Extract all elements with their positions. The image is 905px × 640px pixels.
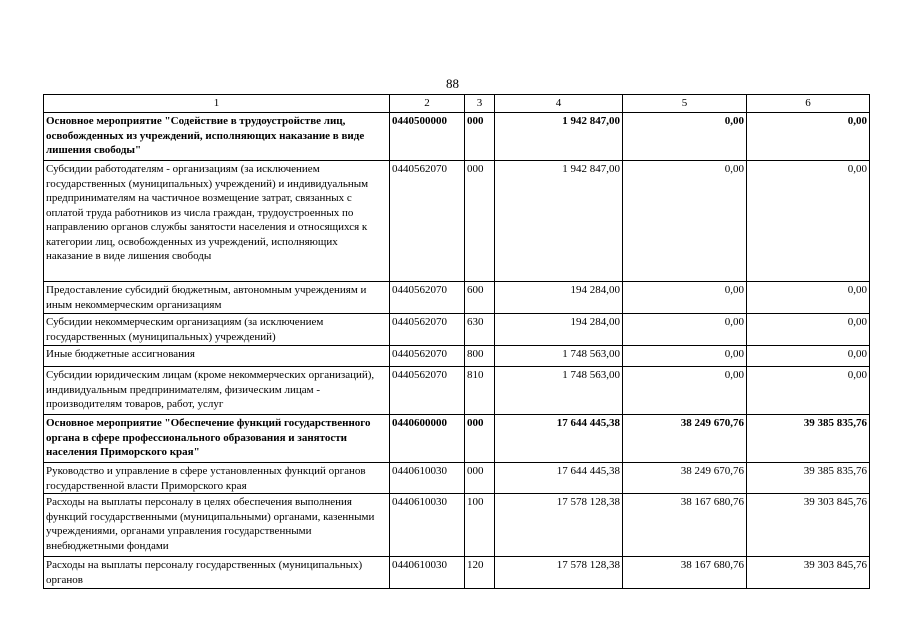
table-row (44, 113, 870, 161)
row-expense-type: 000 (465, 161, 495, 282)
row-target-code: 0440500000 (390, 113, 465, 161)
row-amount-col5: 38 249 670,76 (623, 463, 747, 494)
row-amount-col6: 39 385 835,76 (747, 463, 870, 494)
row-target-code: 0440562070 (390, 161, 465, 282)
header-col-5: 5 (623, 95, 747, 113)
row-expense-type: 630 (465, 314, 495, 346)
header-col-4: 4 (495, 95, 623, 113)
table-body (44, 113, 870, 589)
row-amount-col4: 1 942 847,00 (495, 161, 623, 282)
row-name: Расходы на выплаты персоналу в целях обеспечения выполнения функций государственными (муниципальными) органами, казенными учреждениями, органами управления государственными внебюджетными фондами (44, 494, 390, 557)
row-target-code: 0440562070 (390, 314, 465, 346)
row-amount-col5: 0,00 (623, 346, 747, 367)
row-target-code: 0440610030 (390, 494, 465, 557)
row-amount-col6: 0,00 (747, 314, 870, 346)
row-amount-col4: 17 578 128,38 (495, 557, 623, 589)
row-amount-col6: 0,00 (747, 367, 870, 415)
row-amount-col4: 1 942 847,00 (495, 113, 623, 161)
row-expense-type: 000 (465, 415, 495, 463)
row-expense-type: 600 (465, 282, 495, 314)
row-amount-col4: 194 284,00 (495, 282, 623, 314)
row-amount-col6: 39 303 845,76 (747, 494, 870, 557)
row-amount-col5: 38 249 670,76 (623, 415, 747, 463)
row-amount-col6: 0,00 (747, 346, 870, 367)
table-row (44, 557, 870, 589)
row-amount-col6: 39 303 845,76 (747, 557, 870, 589)
row-amount-col6: 0,00 (747, 113, 870, 161)
row-name: Субсидии юридическим лицам (кроме некоммерческих организаций), индивидуальным предпринимателям, физическим лицам - производителям товаров, работ, услуг (44, 367, 390, 415)
table-row (44, 463, 870, 494)
row-name: Предоставление субсидий бюджетным, автономным учреждениям и иным некоммерческим организациям (44, 282, 390, 314)
header-col-6: 6 (747, 95, 870, 113)
row-target-code: 0440610030 (390, 463, 465, 494)
row-amount-col5: 38 167 680,76 (623, 557, 747, 589)
row-amount-col4: 1 748 563,00 (495, 367, 623, 415)
header-col-3: 3 (465, 95, 495, 113)
table-row (44, 367, 870, 415)
row-expense-type: 000 (465, 463, 495, 494)
row-name: Основное мероприятие "Обеспечение функций государственного органа в сфере профессионального образования и занятости населения Приморского края" (44, 415, 390, 463)
row-amount-col4: 1 748 563,00 (495, 346, 623, 367)
row-expense-type: 000 (465, 113, 495, 161)
row-name: Иные бюджетные ассигнования (44, 346, 390, 367)
table-row (44, 282, 870, 314)
row-amount-col5: 0,00 (623, 161, 747, 282)
row-amount-col6: 0,00 (747, 161, 870, 282)
row-target-code: 0440562070 (390, 367, 465, 415)
page-number: 88 (446, 76, 459, 91)
row-amount-col5: 38 167 680,76 (623, 494, 747, 557)
table-row (44, 494, 870, 557)
row-amount-col6: 39 385 835,76 (747, 415, 870, 463)
table-row (44, 346, 870, 367)
row-target-code: 0440600000 (390, 415, 465, 463)
row-expense-type: 810 (465, 367, 495, 415)
row-expense-type: 120 (465, 557, 495, 589)
header-col-2: 2 (390, 95, 465, 113)
row-amount-col6: 0,00 (747, 282, 870, 314)
row-name: Расходы на выплаты персоналу государственных (муниципальных) органов (44, 557, 390, 589)
row-target-code: 0440610030 (390, 557, 465, 589)
table-row (44, 314, 870, 346)
header-row (44, 95, 870, 113)
row-amount-col4: 17 644 445,38 (495, 463, 623, 494)
table-row (44, 415, 870, 463)
row-amount-col5: 0,00 (623, 282, 747, 314)
row-expense-type: 100 (465, 494, 495, 557)
row-target-code: 0440562070 (390, 282, 465, 314)
table-row (44, 161, 870, 282)
row-expense-type: 800 (465, 346, 495, 367)
row-name: Основное мероприятие "Содействие в трудоустройстве лиц, освобожденных из учреждений, исполняющих наказание в виде лишения свободы" (44, 113, 390, 161)
header-col-1: 1 (44, 95, 390, 113)
row-amount-col4: 17 644 445,38 (495, 415, 623, 463)
budget-table (43, 94, 870, 589)
row-name: Субсидии работодателям - организациям (за исключением государственных (муниципальных) учреждений) и индивидуальным предпринимателям на частичное возмещение затрат, связанных с оплатой труда работников из числа граждан, трудоустроенных по направлению органов службы занятости населения и относящихся к категории лиц, освобожденных из учреждений, исполняющих наказание в виде лишения свободы (44, 161, 390, 282)
row-amount-col5: 0,00 (623, 113, 747, 161)
row-amount-col4: 194 284,00 (495, 314, 623, 346)
row-amount-col5: 0,00 (623, 367, 747, 415)
row-target-code: 0440562070 (390, 346, 465, 367)
row-amount-col5: 0,00 (623, 314, 747, 346)
row-name: Руководство и управление в сфере установленных функций органов государственной власти Приморского края (44, 463, 390, 494)
row-name: Субсидии некоммерческим организациям (за исключением государственных (муниципальных) учреждений) (44, 314, 390, 346)
row-amount-col4: 17 578 128,38 (495, 494, 623, 557)
